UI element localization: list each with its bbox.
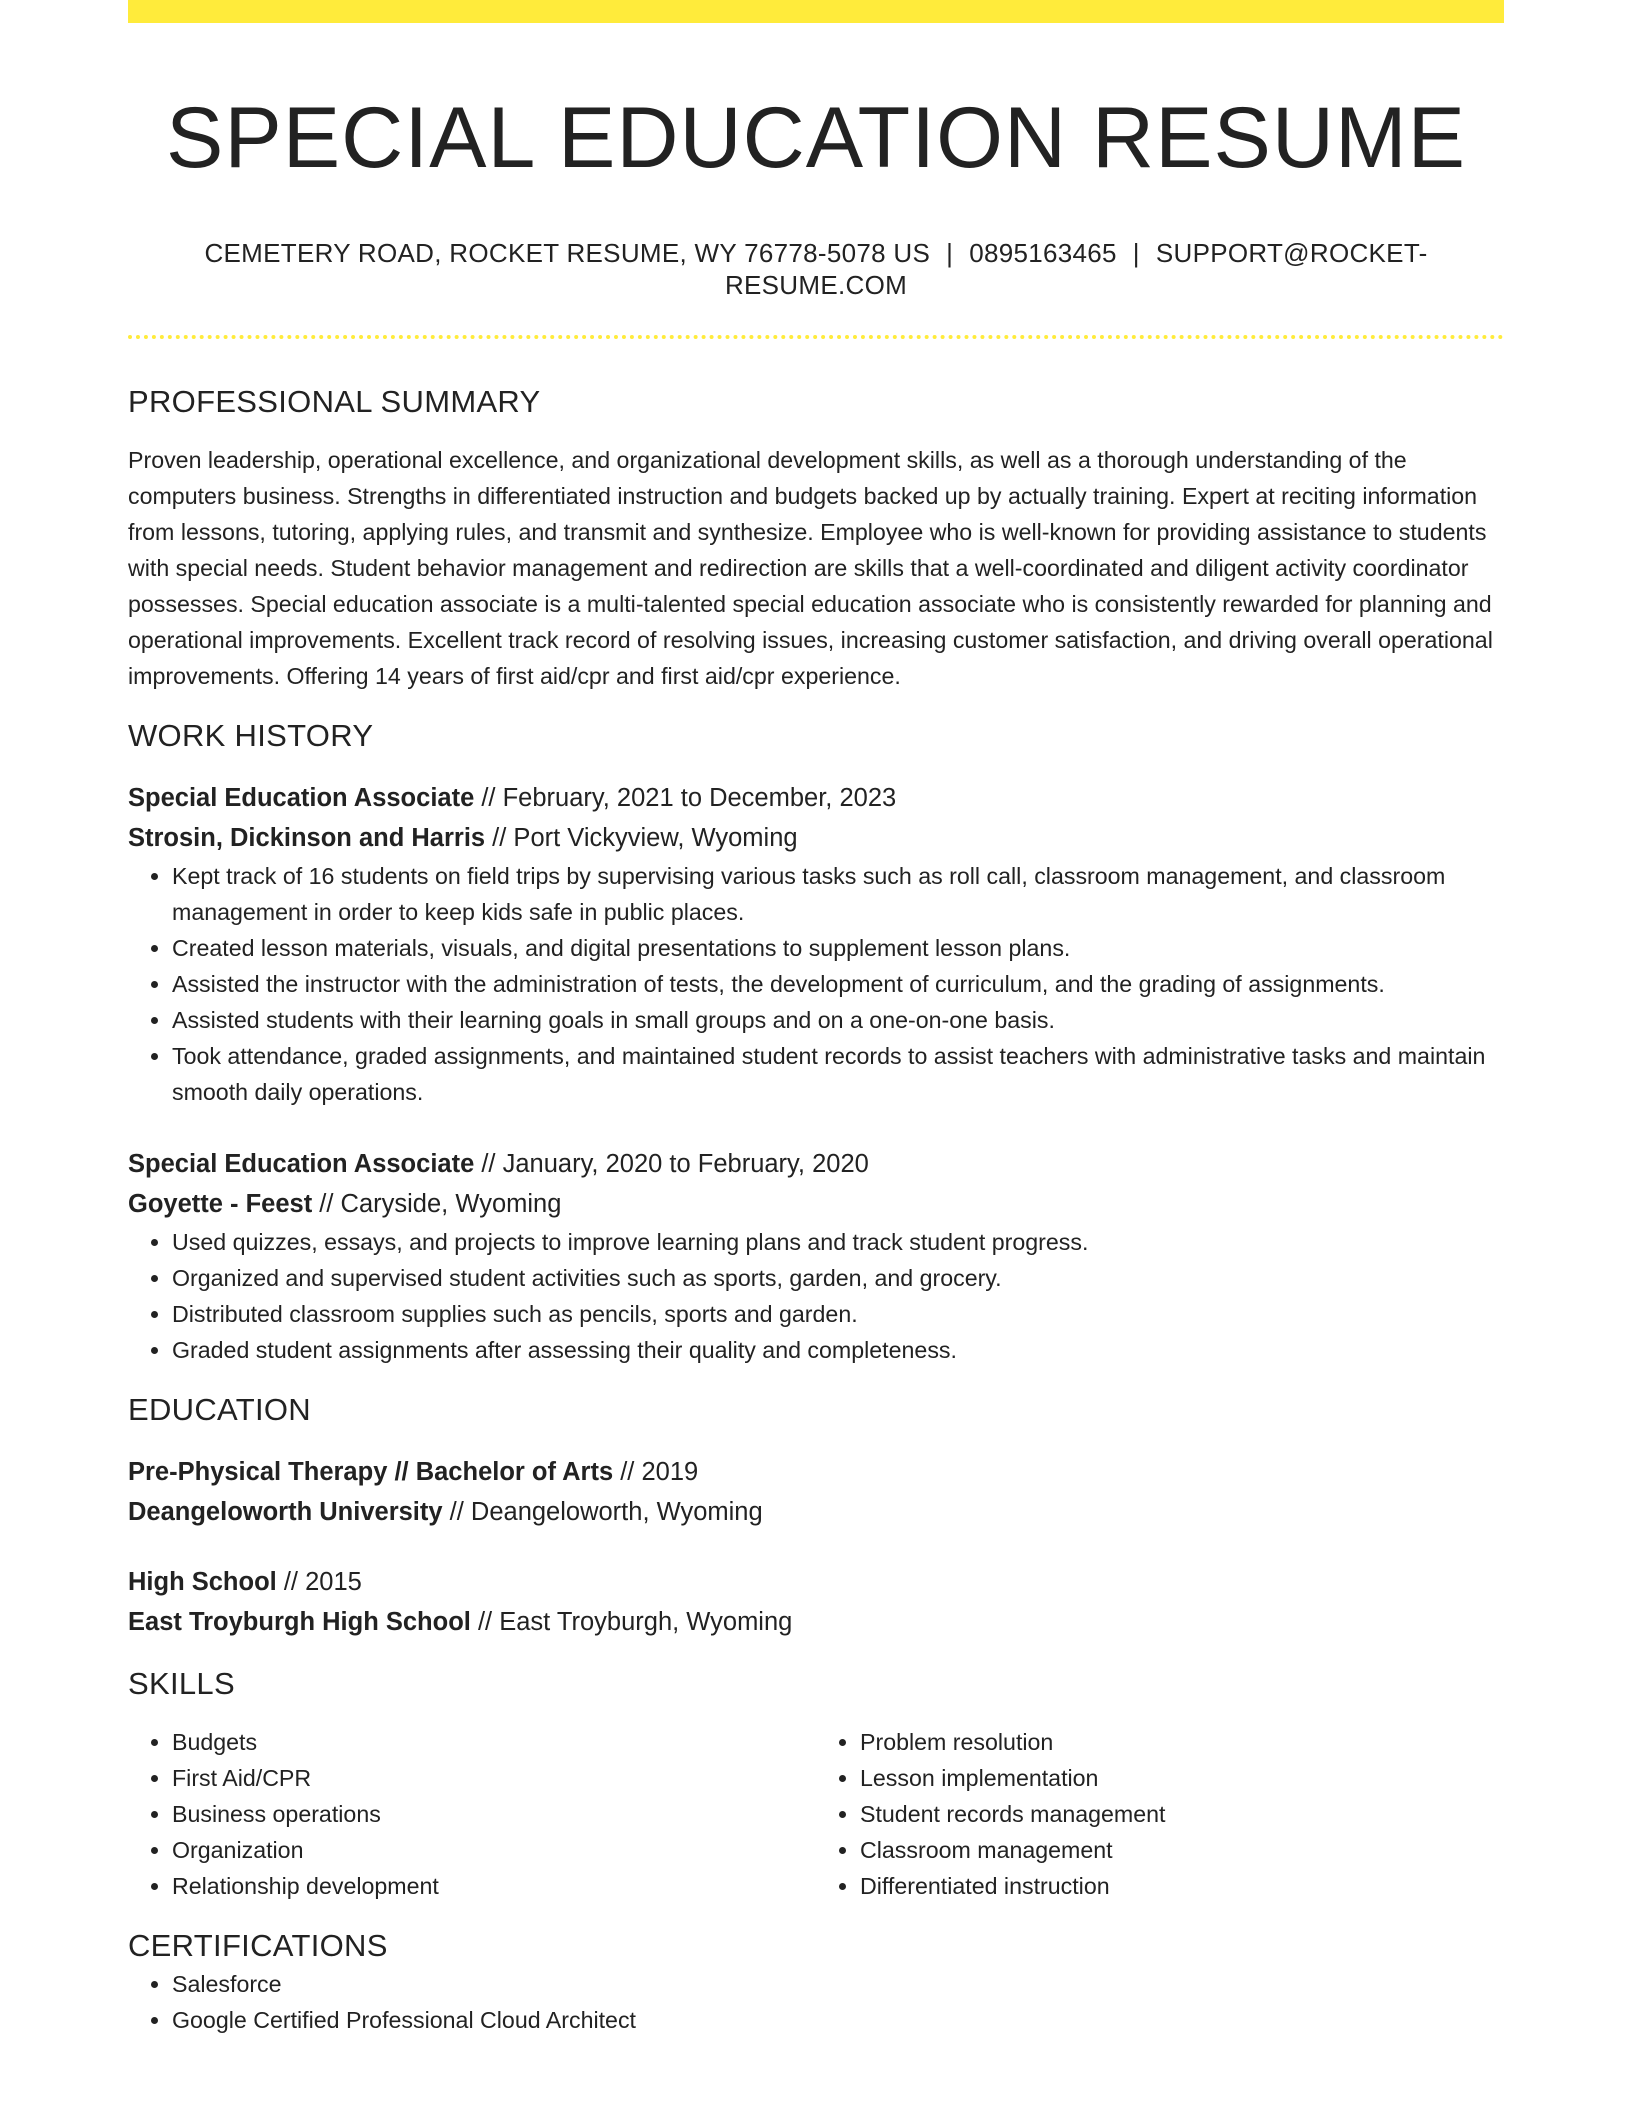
school: East Troyburgh High School (128, 1608, 471, 1636)
job-entry (128, 778, 1504, 1110)
certifications-list (128, 1966, 1504, 2038)
degree-year: // 2015 (276, 1568, 362, 1596)
job-title: Special Education Associate (128, 1150, 475, 1178)
list-item: • Graded student assignments after assessing their quality and completeness. (172, 1332, 1504, 1368)
header-divider (128, 335, 1504, 339)
work-history-heading: WORK HISTORY (128, 718, 374, 753)
list-item: • Kept track of 16 students on field trips by supervising various tasks such as roll call, classroom management, and classroom management in order to keep kids safe in public places. (172, 858, 1504, 930)
school-line (128, 1602, 1504, 1642)
degree: Pre-Physical Therapy // Bachelor of Arts (128, 1458, 614, 1486)
job-title: Special Education Associate (128, 784, 475, 812)
job-dates: // February, 2021 to December, 2023 (474, 784, 897, 812)
school-location: // Deangeloworth, Wyoming (442, 1498, 763, 1526)
job-company: Strosin, Dickinson and Harris (128, 824, 486, 852)
list-item: • Distributed classroom supplies such as pencils, sports and garden. (172, 1296, 1504, 1332)
job-title-line (128, 778, 1504, 818)
degree-line (128, 1562, 1504, 1602)
education-entry (128, 1452, 1504, 1532)
skill-item: • Differentiated instruction (860, 1868, 1504, 1904)
certifications-heading: CERTIFICATIONS (128, 1928, 388, 1963)
skills-grid (128, 1724, 1504, 1904)
skill-item: • Business operations (172, 1796, 816, 1832)
summary-heading: PROFESSIONAL SUMMARY (128, 384, 541, 419)
list-item: • Used quizzes, essays, and projects to improve learning plans and track student progress. (172, 1224, 1504, 1260)
skill-item: • Lesson implementation (860, 1760, 1504, 1796)
school-line (128, 1492, 1504, 1532)
skill-item: • Problem resolution (860, 1724, 1504, 1760)
job-duties-list (128, 858, 1504, 1110)
education-heading: EDUCATION (128, 1392, 311, 1427)
accent-bar (128, 0, 1504, 23)
education-entry (128, 1562, 1504, 1642)
list-item: • Assisted the instructor with the administration of tests, the development of curriculum, and the grading of assignments. (172, 966, 1504, 1002)
school-location: // East Troyburgh, Wyoming (470, 1608, 793, 1636)
skill-item: • Budgets (172, 1724, 816, 1760)
degree: High School (128, 1568, 277, 1596)
contact-address: CEMETERY ROAD, ROCKET RESUME, WY 76778-5078 US (204, 238, 931, 268)
resume-page (128, 0, 1504, 2038)
contact-separator: | (1132, 238, 1140, 268)
skill-item: • Student records management (860, 1796, 1504, 1832)
job-dates: // January, 2020 to February, 2020 (474, 1150, 869, 1178)
skills-list-left (128, 1724, 816, 1904)
summary-text: Proven leadership, operational excellence, and organizational development skills, as well as a thorough understanding of the computers business. Strengths in differentiated instruction and budgets backed up by actually training. Expert at reciting information from lessons, tutoring, applying rules, and transmit and synthesize. Employee who is well-known for providing assistance to students with special needs. Student behavior management and redirection are skills that a well-coordinated and diligent activity coordinator possesses. Special education associate is a multi-talented special education associate who is consistently rewarded for planning and operational improvements. Excellent track record of resolving issues, increasing customer satisfaction, and driving overall operational improvements. Offering 14 years of first aid/cpr and first aid/cpr experience. (128, 447, 1493, 689)
certification-item: • Salesforce (172, 1966, 1504, 2002)
list-item: • Organized and supervised student activities such as sports, garden, and grocery. (172, 1260, 1504, 1296)
job-duties-list (128, 1224, 1504, 1368)
skill-item: • Organization (172, 1832, 816, 1868)
resume-title: SPECIAL EDUCATION RESUME (166, 90, 1466, 186)
contact-line (128, 237, 1504, 301)
job-location: // Port Vickyview, Wyoming (485, 824, 798, 852)
contact-separator: | (946, 238, 954, 268)
job-company-line (128, 818, 1504, 858)
job-location: // Caryside, Wyoming (312, 1190, 562, 1218)
skill-item: • Relationship development (172, 1868, 816, 1904)
skill-item: • First Aid/CPR (172, 1760, 816, 1796)
job-entry (128, 1144, 1504, 1368)
list-item: • Took attendance, graded assignments, and maintained student records to assist teachers with administrative tasks and maintain smooth daily operations. (172, 1038, 1504, 1110)
contact-email: SUPPORT@ROCKET-RESUME.COM (724, 238, 1428, 300)
list-item: • Created lesson materials, visuals, and digital presentations to supplement lesson plans. (172, 930, 1504, 966)
skills-heading: SKILLS (128, 1666, 235, 1701)
job-title-line (128, 1144, 1504, 1184)
job-company: Goyette - Feest (128, 1190, 313, 1218)
job-company-line (128, 1184, 1504, 1224)
degree-line (128, 1452, 1504, 1492)
degree-year: // 2019 (613, 1458, 699, 1486)
school: Deangeloworth University (128, 1498, 443, 1526)
certification-item: • Google Certified Professional Cloud Architect (172, 2002, 1504, 2038)
list-item: • Assisted students with their learning goals in small groups and on a one-on-one basis. (172, 1002, 1504, 1038)
skills-list-right (816, 1724, 1504, 1904)
contact-phone: 0895163465 (969, 238, 1117, 268)
skill-item: • Classroom management (860, 1832, 1504, 1868)
